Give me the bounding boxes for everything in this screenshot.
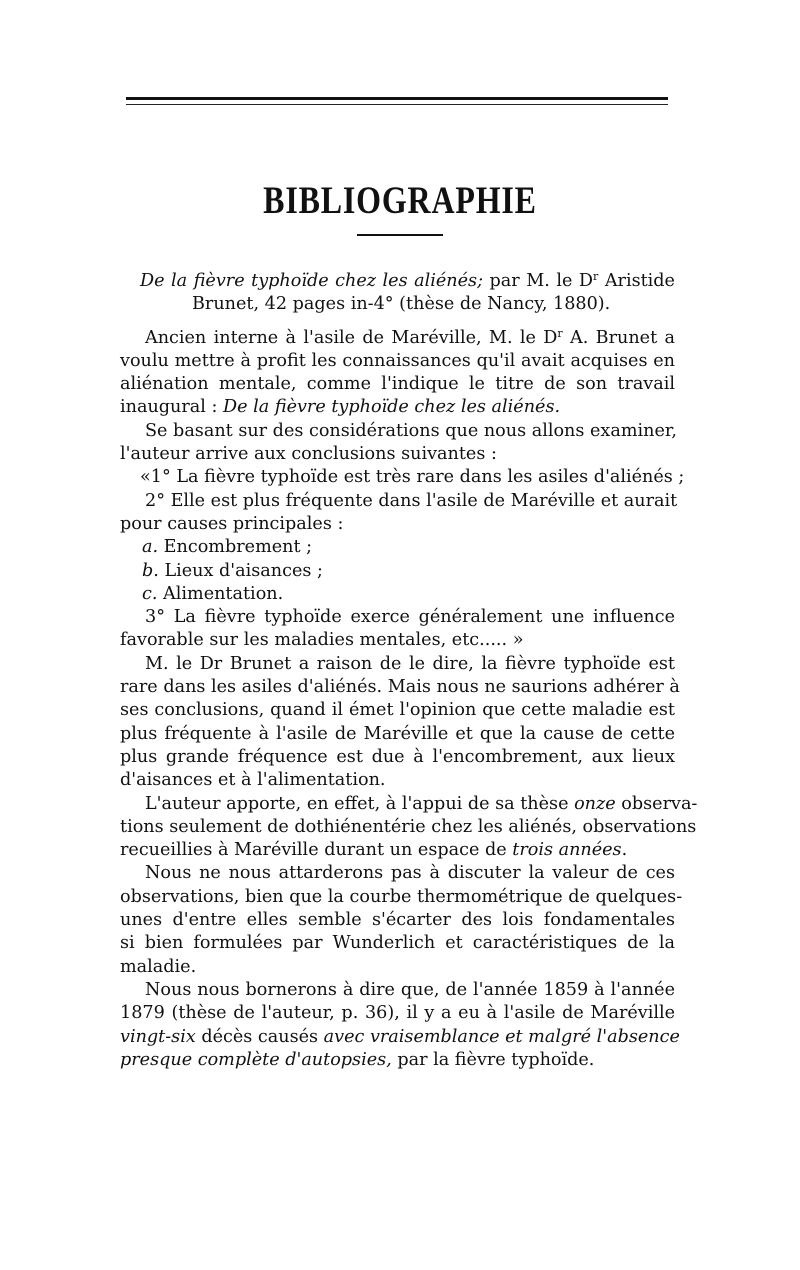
italic-word: vingt-six [120, 1026, 196, 1047]
citation-title: De la fièvre typhoïde chez les aliénés; [140, 271, 483, 291]
text-span: observa- [615, 793, 698, 814]
quote-list-item [120, 583, 675, 606]
quotation [120, 466, 685, 652]
text-line: ses conclusions, quand il émet l'opinion que cette maladie est [120, 700, 675, 721]
paragraph [120, 862, 683, 978]
paragraph [120, 327, 675, 420]
italic-word: onze [574, 793, 616, 814]
quote-list-item [120, 536, 675, 559]
text-line: 1879 (thèse de l'auteur, p. 36), il y a eu à l'asile de Maréville [120, 1003, 675, 1024]
text-span: décès causés [195, 1026, 324, 1047]
text-line: tions seulement de dothiénentérie chez les aliénés, observations [120, 816, 697, 837]
citation [120, 270, 675, 317]
text-span: recueillies à Maréville durant un espace de [120, 840, 513, 861]
text-line [120, 793, 698, 816]
quote-line: «1° La fièvre typhoïde est très rare dans les asiles d'aliénés ; [140, 467, 685, 488]
superscript: r [593, 270, 599, 283]
quote-list-item [120, 560, 675, 583]
citation-line: Brunet, 42 pages in-4° (thèse de Nancy, 1880). [192, 294, 611, 315]
spacer [120, 317, 675, 327]
citation-text: par M. le D [483, 271, 594, 291]
quote-line: favorable sur les maladies mentales, etc..... » [120, 630, 524, 651]
text-span: inaugural : [120, 397, 224, 418]
list-letter: c. [142, 583, 158, 604]
paragraph [120, 420, 675, 467]
citation-text: Aristide [598, 271, 675, 291]
text-line: Nous nous bornerons à dire que, de l'année 1859 à l'année [145, 979, 675, 1000]
italic-word: trois années [512, 840, 622, 861]
list-letter: a. [142, 537, 159, 558]
top-rule-thin [126, 104, 668, 105]
text-line: rare dans les asiles d'aliénés. Mais nous ne saurions adhérer à [120, 677, 680, 698]
top-rule [126, 97, 668, 103]
text-line: unes d'entre elles semble s'écarter des lois fondamentales [120, 910, 675, 931]
italic-phrase: presque complète d'autopsies, [120, 1049, 392, 1070]
paragraph [120, 979, 680, 1072]
text-line [120, 327, 675, 350]
text-line [120, 839, 675, 862]
italic-title: De la fièvre typhoïde chez les aliénés. [223, 397, 561, 418]
list-text: Alimentation. [157, 583, 284, 604]
list-letter: b. [142, 560, 159, 581]
text-line: aliénation mentale, comme l'indique le titre de son travail [120, 374, 675, 395]
text-line [120, 1049, 675, 1072]
list-text: Encombrement ; [158, 537, 313, 558]
italic-phrase: avec vraisemblance et malgré l'absence [323, 1026, 680, 1047]
text-line: plus grande fréquence est due à l'encombrement, aux lieux [120, 746, 675, 767]
text-line: M. le Dr Brunet a raison de le dire, la fièvre typhoïde est [145, 653, 675, 674]
text-line: Se basant sur des considérations que nous allons examiner, [145, 420, 677, 441]
text-span: L'auteur apporte, en effet, à l'appui de sa thèse [145, 793, 575, 814]
superscript: r [557, 326, 563, 340]
text-line [120, 1026, 680, 1049]
paragraph [120, 653, 680, 793]
text-line [120, 396, 675, 419]
text-line: maladie. [120, 956, 197, 977]
heading-underline [357, 234, 443, 236]
list-text: Lieux d'aisances ; [158, 560, 323, 581]
citation-line [120, 270, 675, 293]
text-span: par la fièvre typhoïde. [391, 1049, 595, 1070]
paragraph [120, 793, 698, 863]
text-span: Ancien interne à l'asile de Maréville, M. le D [145, 327, 558, 348]
text-line: si bien formulées par Wunderlich et caractéristiques de la [120, 933, 675, 954]
text-block [120, 270, 698, 1072]
text-line: d'aisances et à l'alimentation. [120, 770, 386, 791]
quote-line: pour causes principales : [120, 513, 344, 534]
text-line: plus fréquente à l'asile de Maréville et que la cause de cette [120, 723, 675, 744]
text-line: voulu mettre à profit les connaissances qu'il avait acquises en [120, 350, 675, 371]
text-line: observations, bien que la courbe thermométrique de quelques- [120, 886, 683, 907]
quote-line: 3° La fièvre typhoïde exerce généralement une influence [145, 607, 675, 628]
text-line: Nous ne nous attarderons pas à discuter la valeur de ces [145, 863, 675, 884]
text-span: . [621, 840, 628, 861]
text-line: l'auteur arrive aux conclusions suivantes : [120, 444, 497, 465]
section-heading: BIBLIOGRAPHIE [263, 179, 537, 222]
quote-line: 2° Elle est plus fréquente dans l'asile de Maréville et aurait [145, 490, 678, 511]
text-span: A. Brunet a [562, 327, 675, 348]
